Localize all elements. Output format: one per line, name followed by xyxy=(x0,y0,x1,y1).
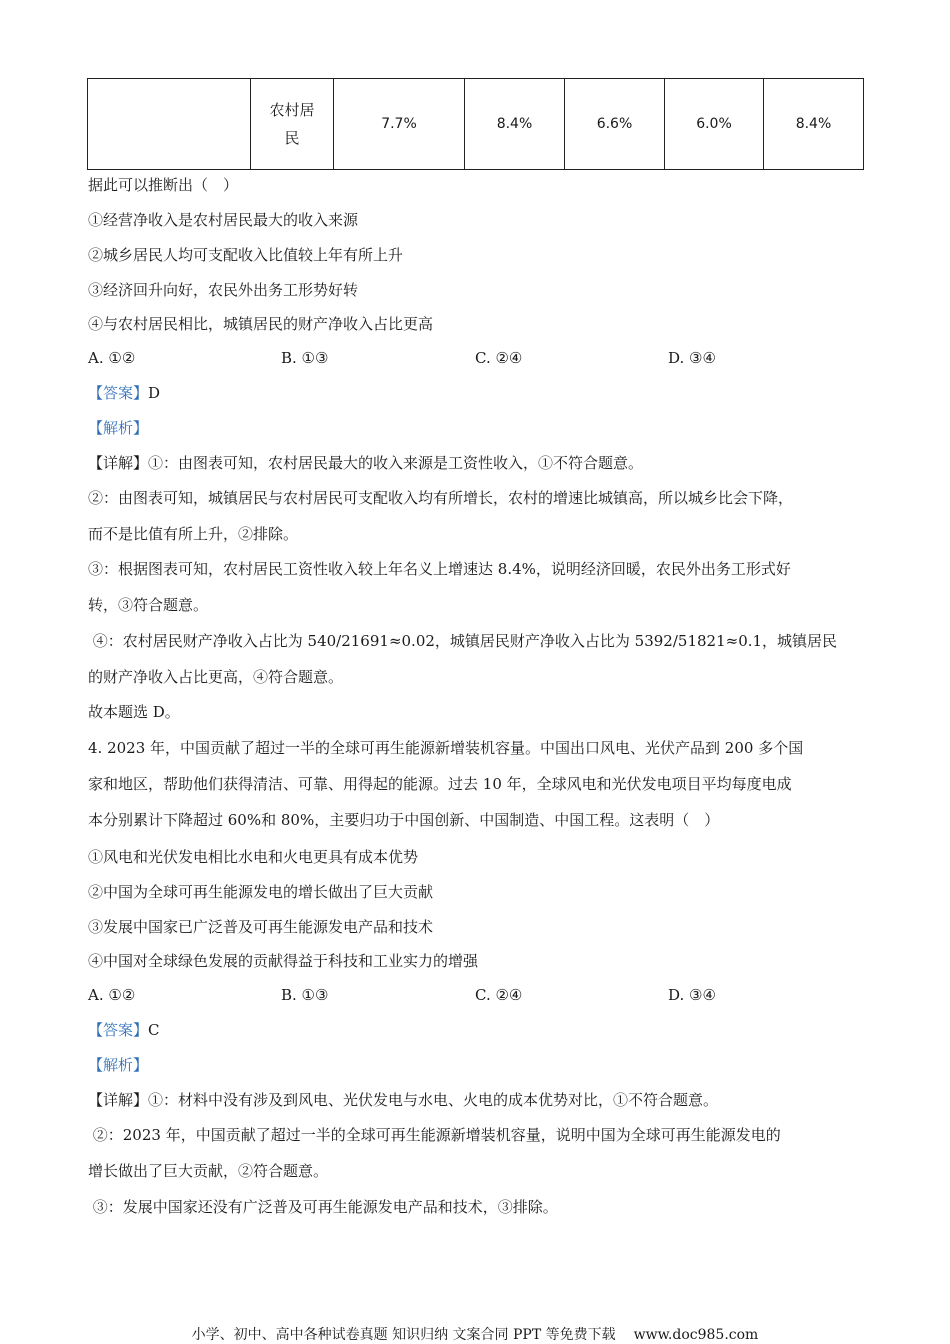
answer-tag: 【答案】 xyxy=(88,384,149,402)
q3-statement: ②城乡居民人均可支配收入比值较上年有所上升 xyxy=(88,246,404,264)
q4-option-b: B. ①③ xyxy=(281,986,329,1004)
q3-detail-line: 而不是比值有所上升，②排除。 xyxy=(88,525,299,543)
q3-detail-line: ④：农村居民财产净收入占比为 540/21691≈0.02，城镇居民财产净收入占比为 5392/51821≈0.1，城镇居民 xyxy=(88,632,838,650)
q4-statement: ④中国对全球绿色发展的贡献得益于科技和工业实力的增强 xyxy=(88,952,479,970)
detail-tag: 【详解】 xyxy=(88,454,149,472)
table-cell: 6.6% xyxy=(565,79,665,170)
income-growth-table xyxy=(87,78,864,170)
q4-detail-line: ②：2023 年，中国贡献了超过一半的全球可再生能源新增装机容量，说明中国为全球可再生能源发电的 xyxy=(88,1126,781,1144)
table-cell: 6.0% xyxy=(665,79,764,170)
table-cell: 7.7% xyxy=(334,79,465,170)
detail-text: ①：由图表可知，农村居民最大的收入来源是工资性收入，①不符合题意。 xyxy=(148,454,644,472)
page-footer xyxy=(0,1326,950,1344)
detail-text: ①：材料中没有涉及到风电、光伏发电与水电、火电的成本优势对比，①不符合题意。 xyxy=(148,1091,719,1109)
answer-value: C xyxy=(148,1021,160,1039)
q4-option-a: A. ①② xyxy=(88,986,136,1004)
q4-stem-line: 本分别累计下降超过 60%和 80%，主要归功于中国创新、中国制造、中国工程。这表明（ ） xyxy=(88,811,720,829)
row-label-text: 农村居民 xyxy=(269,101,315,147)
detail-tag: 【详解】 xyxy=(88,1091,149,1109)
q4-analysis-tag: 【解析】 xyxy=(88,1056,149,1074)
q3-statement: ①经营净收入是农村居民最大的收入来源 xyxy=(88,211,359,229)
q3-detail-line: 的财产净收入占比更高，④符合题意。 xyxy=(88,668,344,686)
q3-option-c: C. ②④ xyxy=(475,349,523,367)
q4-statement: ②中国为全球可再生能源发电的增长做出了巨大贡献 xyxy=(88,883,434,901)
q3-option-d: D. ③④ xyxy=(668,349,716,367)
footer-site-link[interactable]: www.doc985.com xyxy=(633,1327,759,1343)
q3-detail-line: ③：根据图表可知，农村居民工资性收入较上年名义上增速达 8.4%，说明经济回暖，农民外出务工形式好 xyxy=(88,560,791,578)
q3-detail-line: ②：由图表可知，城镇居民与农村居民可支配收入均有所增长，农村的增速比城镇高，所以城乡比会下降， xyxy=(88,489,794,507)
q4-answer xyxy=(88,1019,160,1041)
q3-detail-line xyxy=(88,452,643,474)
q4-stem-line: 4. 2023 年，中国贡献了超过一半的全球可再生能源新增装机容量。中国出口风电、光伏产品到 200 多个国 xyxy=(88,739,804,757)
q4-detail-line xyxy=(88,1089,718,1111)
q3-stem: 据此可以推断出（ ） xyxy=(88,176,239,194)
q3-option-a: A. ①② xyxy=(88,349,136,367)
table-cell: 8.4% xyxy=(764,79,864,170)
table-row-label xyxy=(251,79,334,170)
q3-analysis-tag: 【解析】 xyxy=(88,419,149,437)
answer-tag: 【答案】 xyxy=(88,1021,149,1039)
table-cell: 8.4% xyxy=(465,79,565,170)
footer-text: 小学、初中、高中各种试卷真题 知识归纳 文案合同 PPT 等免费下载 xyxy=(191,1327,616,1343)
q4-statement: ③发展中国家已广泛普及可再生能源发电产品和技术 xyxy=(88,918,434,936)
q3-option-b: B. ①③ xyxy=(281,349,329,367)
q4-option-d: D. ③④ xyxy=(668,986,716,1004)
q4-detail-line: 增长做出了巨大贡献，②符合题意。 xyxy=(88,1162,329,1180)
q3-statement: ④与农村居民相比，城镇居民的财产净收入占比更高 xyxy=(88,315,434,333)
q3-answer xyxy=(88,382,160,404)
q4-detail-line: ③：发展中国家还没有广泛普及可再生能源发电产品和技术，③排除。 xyxy=(88,1198,558,1216)
answer-value: D xyxy=(148,384,161,402)
q4-stem-line: 家和地区，帮助他们获得清洁、可靠、用得起的能源。过去 10 年，全球风电和光伏发电项目平均每度电成 xyxy=(88,775,792,793)
table-row xyxy=(88,79,864,170)
q3-detail-line: 转，③符合题意。 xyxy=(88,596,209,614)
q3-statement: ③经济回升向好，农民外出务工形势好转 xyxy=(88,281,359,299)
q4-statement: ①风电和光伏发电相比水电和火电更具有成本优势 xyxy=(88,848,419,866)
q3-conclusion: 故本题选 D。 xyxy=(88,703,180,721)
table-empty-cell xyxy=(88,79,251,170)
q4-option-c: C. ②④ xyxy=(475,986,523,1004)
